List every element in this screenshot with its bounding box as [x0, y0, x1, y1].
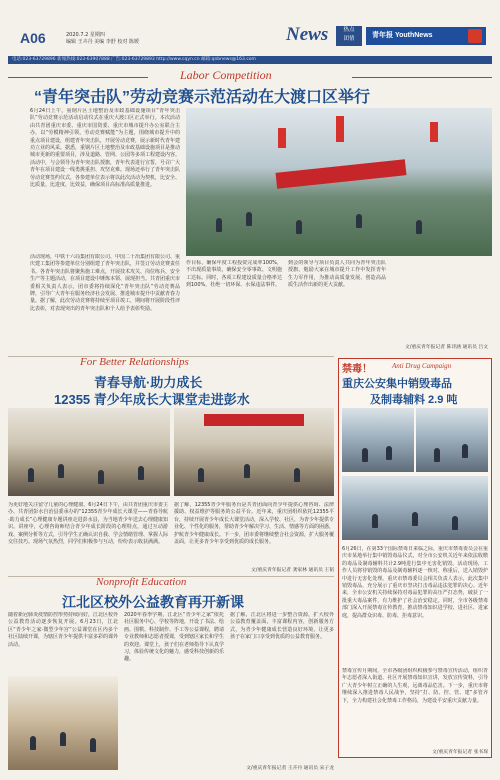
news-logo-icon: News [286, 24, 329, 45]
drug-section-label: Anti Drug Campaign [392, 362, 452, 370]
relation-title-1: 青春导航·助力成长 [94, 375, 203, 390]
labor-ceremony-photo [186, 108, 492, 256]
labor-credit: 文/重庆青年报记者 陈诗涵 通讯员 吕文 [405, 345, 488, 350]
drug-label: 禁毒！ [342, 364, 372, 375]
edu-headline: 江北区校外公益教育再开新课 [62, 594, 244, 610]
section-rule-right [352, 77, 492, 78]
attendee [246, 212, 252, 226]
drug-body: 6月26日，在第33个国际禁毒日来临之际，重庆市禁毒委员会在重庆市某地举行集中销毁毒品仪式，对全市公安机关近年来依法收缴的毒品及制毒辅料共计2.9吨进行集中无害化销毁。活动现场，工作人员将待销毁的毒品及制毒辅料逐一核对、称重后，送入销毁炉中进行无害化处理。重庆市禁毒委员会相关负责人表示，此次集中销毁毒品，充分展示了重庆市坚决打击毒品违法犯罪的决心。近年来，全市公安机关持续保持对毒品犯罪的高压严打态势，破获了一批重大毒品案件，有力维护了社会治安稳定。同时，全市各级禁毒部门深入开展禁毒宣传教育，推动禁毒知识进学校、进社区、进家庭，提高群众识毒、防毒、拒毒意识。 [342, 546, 488, 619]
edu-body-middle: 2020年春季学期，江北区“青少年之家”依托社区服务中心、学校等阵地，开设了书法、绘画、围棋、科技制作、手工等公益课程，聘请专业教师和志愿者授课，受到辖区家长和学生的欢迎。课堂上，孩子们在老师指导下认真学习，体验传统文化的魅力，感受科技创新的乐趣。 [124, 612, 224, 663]
relation-body-left: 为更好地关注留守儿童的心理健康，6月24日下午，由共青团重庆市委主办、共青团彭水自治县委承办的“12355青少年成长大课堂——青春导航·助力成长”心理健康专题讲座走进彭水县，为当地青少年送去心理健康知识。讲座中，心理咨询师结合青少年成长阶段的心理特点，通过互动游戏、案例分析等方式，引导学生正确认识自我、学会情绪管理、掌握人际交往技巧。现场气氛热烈，同学们积极参与互动，纷纷表示收获满满。 [8, 502, 168, 546]
brand-bar: 青年报 YouthNews [366, 27, 486, 45]
labor-body-under-photo-a: 作目标，确保年度工程投资完成率100%，不出现质量事故，确保安全零事故、文明施工达标。同时，各项工程建设质量合格率达到100%，杜绝一切环保、水保违法事件。 [186, 260, 282, 289]
officer [412, 512, 418, 526]
edu-body-right: 据了解，江北区将进一步整合资源，扩大校外公益教育覆盖面，丰富课程内容，创新服务方式，为青少年健康成长营造良好环境，让更多孩子在家门口享受到优质的公益教育服务。 [230, 612, 334, 641]
labor-headline: “青年突击队”劳动竞赛示范活动在大渡口区举行 [34, 89, 371, 106]
drug-photo-3 [342, 476, 488, 540]
child [30, 736, 36, 750]
labor-section-label: Labor Competition [180, 68, 272, 82]
red-flag [278, 128, 286, 148]
classroom-banner [204, 414, 304, 426]
officer [452, 516, 458, 530]
attendee [216, 218, 222, 232]
child [90, 738, 96, 752]
officer [386, 446, 392, 460]
officer [434, 448, 440, 462]
relation-section-label: For Better Relationships [80, 356, 189, 368]
attendee [416, 220, 422, 234]
student [28, 468, 34, 482]
info-strip: 电话:023-63729896 新闻热线:023-63907888 广告:023-63729893 http://www.cqyn.cn 邮箱:qnbnews@163.com [8, 56, 492, 64]
labor-body-under-photo-b: 到会的领导与项目负责人共同为青年突击队授旗，勉励大家在城市提升工作中发挥青年生力军作用，为推动高质量发展、创造高品质生活作出新的更大贡献。 [288, 260, 386, 289]
red-flag [336, 116, 344, 142]
classroom-photo-right [174, 408, 334, 496]
date-line: 2020.7.2 星期四 [66, 32, 105, 38]
labor-body-left: 6月24日上午，重钢片区土地整治及市政基础设施项目“青年突击队”劳动竞赛示范活动启动仪式在重庆大渡口区正式举行。本次活动由共青团重庆市委、重庆市国资委、重庆市城市提升办公室联合主办，以“劳模精神引领，劳动竞赛赋能”为主题，围绕城市提升中的重点项目建设，组建青年突击队，开展劳动竞赛，展示新时代青年建功立业的风采。据悉，重钢片区土地整治及市政基础设施项目是推动城市更新的重要项目，涉及道路、管网、公园等多项工程建设内容。活动中，与会领导为青年突击队授旗，青年代表进行宣誓，号召广大青年在项目建设一线勇挑重担、攻坚克难。现场还举行了青年突击队劳动竞赛签约仪式，各参建单位表示将以此次活动为契机，比安全、比质量、比进度、比效益，确保项目高标准高质量推进。 [30, 108, 180, 189]
student [294, 468, 300, 482]
edu-section-label: Nonprofit Education [96, 576, 187, 588]
officer [372, 514, 378, 528]
student [58, 464, 64, 478]
student [244, 464, 250, 478]
drug-photo-2 [416, 408, 488, 472]
student [98, 470, 104, 484]
attendee [356, 214, 362, 228]
edu-photo [8, 676, 118, 770]
stage-banner [276, 159, 407, 189]
relation-body-right: 据了解，12355青少年服务台是共青团面向青少年提供心理咨询、法律援助、权益维护等服务的公益平台。近年来，重庆团组织依托12355平台，持续开展青少年成长大课堂活动，深入学校、社区，为青少年提供专业化、个性化的服务，帮助青少年解决学习、生活、情感等方面的困惑，护航青少年健康成长。下一步，团市委将继续整合社会资源，扩大服务覆盖面，让更多青少年享受到优质的成长服务。 [174, 502, 334, 546]
section-badge: 热点 团情 [336, 26, 362, 46]
editor-line: 编辑 王卉丹 美编 李舒 校对 陈媛 [66, 39, 139, 45]
attendee [296, 220, 302, 234]
section-rule-left [8, 77, 148, 78]
drug-body-2: 禁毒宣传月期间，全市各级团组织积极参与禁毒宣传活动，组织青年志愿者深入街道、社区开展禁毒知识宣讲，发放宣传资料，引导广大青少年树立正确的人生观，远离毒品危害。下一步，重庆市将继续深入推进禁毒人民战争，坚持“打、防、控、管、建”多管齐下，全力构建社会化禁毒工作格局，为建设平安重庆贡献力量。 [342, 668, 488, 704]
brand-icon [468, 29, 482, 43]
drug-title-2: 及制毒辅料 2.9 吨 [370, 394, 458, 406]
relation-title-2: 12355 青少年成长大课堂走进彭水 [54, 392, 250, 407]
red-flag [430, 122, 438, 142]
drug-credit: 文/重庆青年报记者 张书琛 [432, 750, 488, 755]
classroom-photo-left [8, 408, 170, 496]
page-number: A06 [20, 30, 46, 46]
edu-body-left: 随着新冠肺炎疫情防控形势持续向好，江北区校外公益教育活动逐步恢复开展。6月23日，江北区“青少年之家·微型少年宫”公益课堂在区内多个社区陆续开课，为辖区青少年提供丰富多彩的课外活动。 [8, 612, 118, 648]
date-editor-line [66, 32, 216, 46]
student [198, 468, 204, 482]
student [138, 466, 144, 480]
drug-photo-1 [342, 408, 414, 472]
officer [362, 448, 368, 462]
child [60, 732, 66, 746]
officer [462, 444, 468, 458]
drug-title-1: 重庆公安集中销毁毒品 [342, 378, 452, 390]
relation-credit: 文/重庆青年报记者 龚家林 通讯员 王韬 [251, 568, 334, 573]
edu-credit: 文/重庆青年报记者 王卉丹 通讯员 宋子龙 [246, 766, 334, 771]
labor-body-middle: 活动现场，中铁十六局集团有限公司、中国二十冶集团有限公司、重庆建工集团等参建单位分别组建了青年突击队，并签订劳动竞赛责任书。各青年突击队将聚焦施工难点，开展技术攻关、岗位练兵、安全生产等主题活动，在项目建设中锤炼本领、展现担当。共青团重庆市委相关负责人表示，团市委将持续深化“青年突击队”劳动竞赛品牌，引导广大青年在服务经济社会发展、推进城市提升中贡献青春力量。据了解，此次劳动竞赛将持续至项目竣工，期间将开展阶段性评比表彰，对表现突出的青年突击队和个人给予表彰奖励。 [30, 254, 180, 312]
